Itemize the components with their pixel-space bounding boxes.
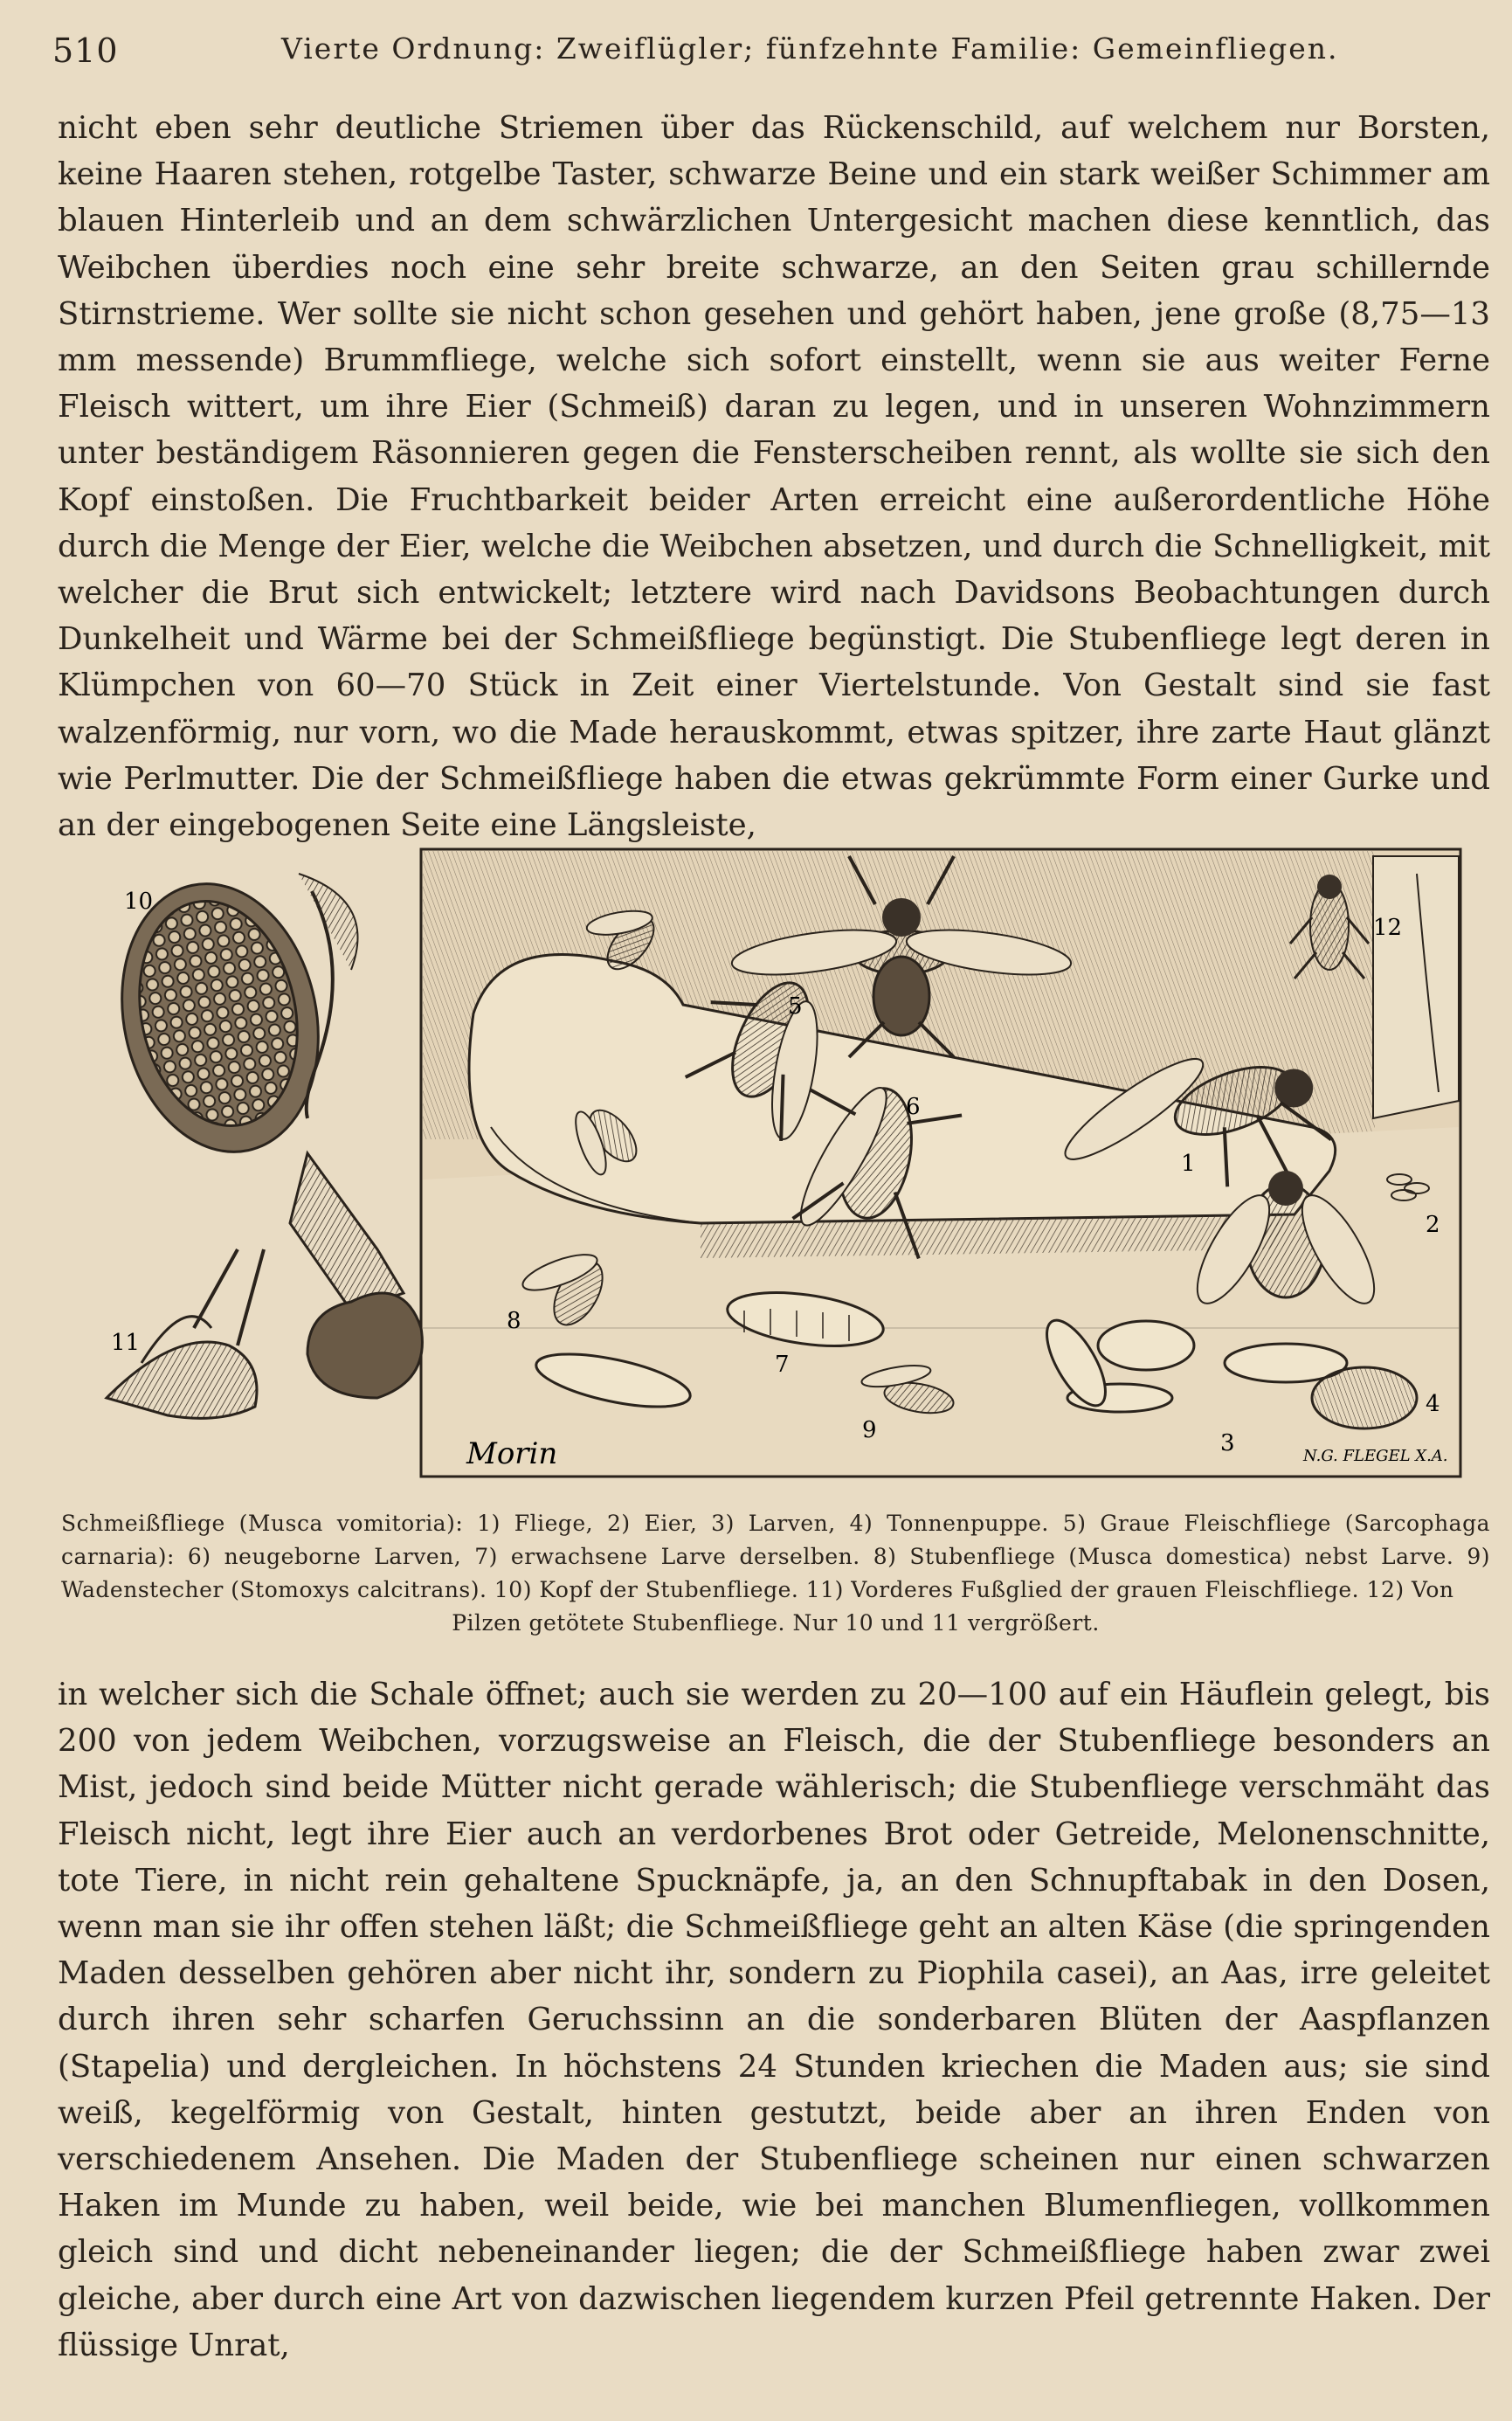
artist-signature-right: N.G. FLEGEL X.A. bbox=[1303, 1447, 1448, 1465]
caption-main: Schmeißfliege (Musca vomitoria): 1) Fliege, 2) Eier, 3) Larven, 4) Tonnenpuppe. 5) Graue Fleischfliege (Sarcophaga carnaria): 6) neugeborne Larven, 7) erwachsene Larve derselben. 8) Stubenfliege (Musca domestica) nebst Larve. 9) Wadenstecher (Stomoxys calcitrans). 10) Kopf der Stubenfliege. 11) Vorderes Fußglied der grauen Fleischfliege. 12) Von bbox=[61, 1511, 1490, 1602]
fig-num-9: 9 bbox=[862, 1417, 877, 1443]
fig-num-10: 10 bbox=[124, 889, 154, 915]
pupa-4 bbox=[1312, 1367, 1417, 1428]
body-text-bottom bbox=[58, 1671, 1490, 2369]
fly-illustration bbox=[89, 839, 1469, 1494]
fig-num-2: 2 bbox=[1426, 1212, 1440, 1238]
fly-head-figure-10 bbox=[98, 866, 422, 1398]
figure-caption bbox=[61, 1507, 1490, 1640]
fig-num-4: 4 bbox=[1426, 1391, 1440, 1417]
running-title: Vierte Ordnung: Zweiflügler; fünfzehnte Familie: Gemeinfliegen. bbox=[281, 31, 1339, 66]
page-number: 510 bbox=[52, 31, 119, 70]
artist-signature-left: Morin bbox=[466, 1436, 558, 1471]
engraving-svg bbox=[89, 839, 1469, 1494]
fig-num-12: 12 bbox=[1373, 915, 1403, 941]
fig-num-11: 11 bbox=[111, 1330, 141, 1356]
fig-num-8: 8 bbox=[507, 1308, 521, 1334]
body-text-top bbox=[58, 105, 1490, 848]
paragraph-bottom: in welcher sich die Schale öffnet; auch sie werden zu 20—100 auf ein Häuflein gelegt, bis 200 von jedem Weibchen, vorzugsweise an Fleisch, die der Stubenfliege besonders an Mist, jedoch sind beide Mütter nicht gerade wählerisch; die Stubenfliege verschmäht das Fleisch nicht, legt ihre Eier auch an verdorbenes Brot oder Getreide, Melonenschnitte, tote Tiere, in nicht rein gehaltene Spucknäpfe, ja, an den Schnupftabak in den Dosen, wenn man sie ihr offen stehen läßt; die Schmeißfliege geht an alten Käse (die springenden Maden desselben gehören aber nicht ihr, sondern zu Piophila casei), an Aas, irre geleitet durch ihren sehr scharfen Geruchssinn an die sonderbaren Blüten der Aaspflanzen (Stapelia) und dergleichen. In höchstens 24 Stunden kriechen die Maden aus; sie sind weiß, kegelförmig von Gestalt, hinten gestutzt, beide aber an ihren Enden von verschiedenem Ansehen. Die Maden der Stubenfliege scheinen nur einen schwarzen Haken im Munde zu haben, weil beide, wie bei manchen Blumenfliegen, vollkommen gleich sind und dicht nebeneinander liegen; die der Schmeißfliege haben zwar zwei gleiche, aber durch eine Art von dazwischen liegendem kurzen Pfeil getrennte Haken. Der flüssige Unrat, bbox=[58, 1677, 1490, 2363]
fig-num-6: 6 bbox=[906, 1094, 921, 1120]
paragraph-top: nicht eben sehr deutliche Striemen über das Rückenschild, auf welchem nur Borsten, keine Haaren stehen, rotgelbe Taster, schwarze Beine und ein stark weißer Schimmer am blauen Hinterleib und an dem schwärzlichen Untergesicht machen diese kenntlich, das Weibchen überdies noch eine sehr breite schwarze, an den Seiten grau schillernde Stirnstrieme. Wer sollte sie nicht schon gesehen und gehört haben, jene große (8,75—13 mm messende) Brummfliege, welche sich sofort einstellt, wenn sie aus weiter Ferne Fleisch wittert, um ihre Eier (Schmeiß) daran zu legen, und in unseren Wohnzimmern unter beständigem Räsonnieren gegen die Fensterscheiben rennt, als wollte sie sich den Kopf einstoßen. Die Fruchtbarkeit beider Arten erreicht eine außerordentliche Höhe durch die Menge der Eier, welche die Weibchen absetzen, und durch die Schnelligkeit, mit welcher die Brut sich entwickelt; letztere wird nach Davidsons Beobachtungen durch Dunkelheit und Wärme bei der Schmeißfliege begünstigt. Die Stubenfliege legt deren in Klümpchen von 60—70 Stück in Zeit einer Viertelstunde. Von Gestalt sind sie fast walzenförmig, nur vorn, wo die Made herauskommt, etwas spitzer, ihre zarte Haut glänzt wie Perlmutter. Die der Schmeißfliege haben die etwas gekrümmte Form einer Gurke und an der eingebogenen Seite eine Längsleiste, bbox=[58, 110, 1490, 844]
page-header bbox=[52, 24, 1494, 77]
caption-last-line: Pilzen getötete Stubenfliege. Nur 10 und 11 vergrößert. bbox=[452, 1610, 1100, 1636]
fig-num-1: 1 bbox=[1181, 1151, 1196, 1177]
fig-num-3: 3 bbox=[1220, 1430, 1235, 1456]
fig-num-5: 5 bbox=[788, 993, 803, 1020]
fig-num-7: 7 bbox=[775, 1352, 790, 1378]
